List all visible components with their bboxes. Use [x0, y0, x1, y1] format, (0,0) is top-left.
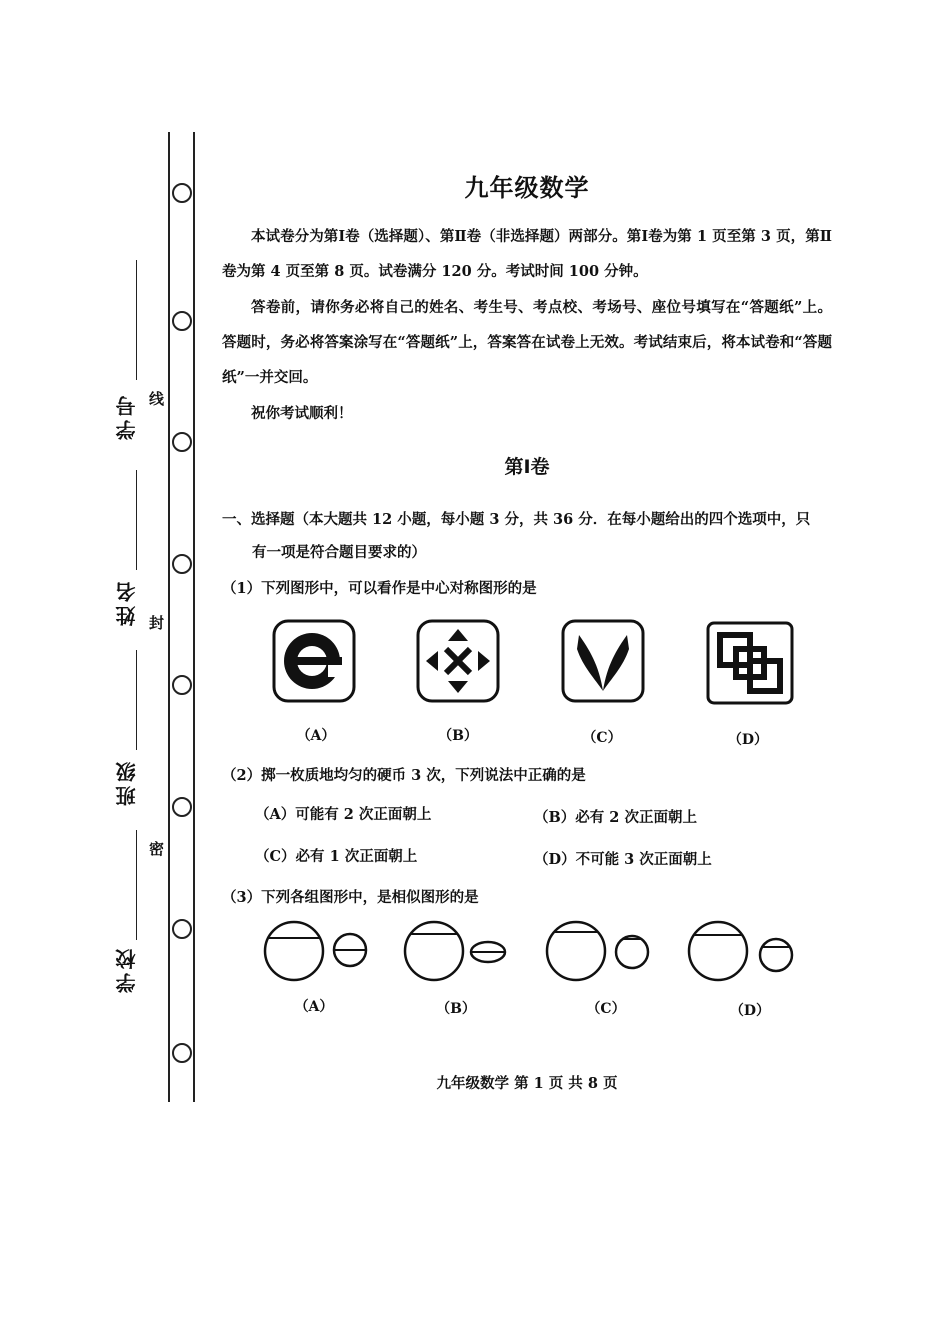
- q3-option-a-label: （A）: [294, 999, 334, 1015]
- binding-hole: [172, 183, 192, 203]
- q3-option-d-label: （D）: [729, 1003, 771, 1019]
- q2-option-c: （C）必有 1 次正面朝上: [255, 848, 418, 865]
- exam-title: 九年级数学: [464, 174, 590, 202]
- seal-mark: 封: [149, 614, 165, 632]
- binding-hole: [172, 554, 192, 574]
- binding-line-right: [193, 132, 195, 1102]
- q1-option-d-label: （D）: [727, 732, 769, 748]
- binding-hole: [172, 797, 192, 817]
- question-3: （3）下列各组图形中，是相似图形的是: [222, 889, 479, 906]
- q3-option-b-label: （B）: [436, 1001, 476, 1017]
- intro-paragraph-1: 本试卷分为第Ⅰ卷（选择题）、第Ⅱ卷（非选择题）两部分。第Ⅰ卷为第 1 页至第 3 页，第Ⅱ卷为第 4 页至第 8 页。试卷满分 120 分。考试时间 100 分钟。: [222, 228, 832, 280]
- q1-option-b-logo: [416, 619, 500, 703]
- school-blank: [136, 830, 137, 940]
- part1-instructions-line2: 有一项是符合题目要求的）: [252, 544, 426, 561]
- binding-line-left: [168, 132, 170, 1102]
- binding-hole: [172, 675, 192, 695]
- q1-option-a-logo: [272, 619, 356, 703]
- q1-option-d-logo: [706, 621, 794, 705]
- q1-option-c-logo: [561, 619, 645, 703]
- q1-option-c-label: （C）: [582, 730, 622, 746]
- part1-instructions-line1: 一、选择题（本大题共 12 小题，每小题 3 分，共 36 分．在每小题给出的四个选项中，只: [222, 511, 811, 528]
- secret-mark: 密: [149, 840, 165, 858]
- q3-option-a-figures: [260, 920, 372, 982]
- name-blank: [136, 470, 137, 570]
- school-label: 学校: [115, 945, 139, 993]
- question-2: （2）掷一枚质地均匀的硬币 3 次，下列说法中正确的是: [222, 767, 586, 784]
- student-id-blank: [136, 260, 137, 380]
- binding-hole: [172, 919, 192, 939]
- q2-option-b: （B）必有 2 次正面朝上: [534, 809, 697, 826]
- page-footer: 九年级数学 第 1 页 共 8 页: [436, 1075, 618, 1092]
- binding-hole: [172, 432, 192, 452]
- class-label: 班级: [115, 758, 139, 806]
- q2-option-d: （D）不可能 3 次正面朝上: [534, 851, 712, 868]
- q3-option-b-figures: [400, 920, 512, 982]
- binding-hole: [172, 1043, 192, 1063]
- binding-hole: [172, 311, 192, 331]
- name-label: 姓名: [115, 578, 139, 626]
- q2-option-a: （A）可能有 2 次正面朝上: [255, 806, 432, 823]
- good-luck-text: 祝你考试顺利！: [251, 405, 353, 422]
- intro-paragraph-2: 答卷前，请你务必将自己的姓名、考生号、考点校、考场号、座位号填写在“答题纸”上。答题时，务必将答案涂写在“答题纸”上，答案答在试卷上无效。考试结束后，将本试卷和“答题纸”一并交回。: [222, 299, 832, 386]
- line-mark: 线: [149, 390, 165, 408]
- q1-option-a-label: （A）: [296, 728, 336, 744]
- q3-option-d-figures: [684, 920, 796, 982]
- student-id-label: 学号: [115, 392, 139, 440]
- q3-option-c-figures: [542, 920, 654, 982]
- q3-option-c-label: （C）: [586, 1001, 626, 1017]
- section-title: 第Ⅰ卷: [504, 456, 550, 478]
- question-1: （1）下列图形中，可以看作是中心对称图形的是: [222, 580, 537, 597]
- class-blank: [136, 650, 137, 750]
- q1-option-b-label: （B）: [438, 728, 478, 744]
